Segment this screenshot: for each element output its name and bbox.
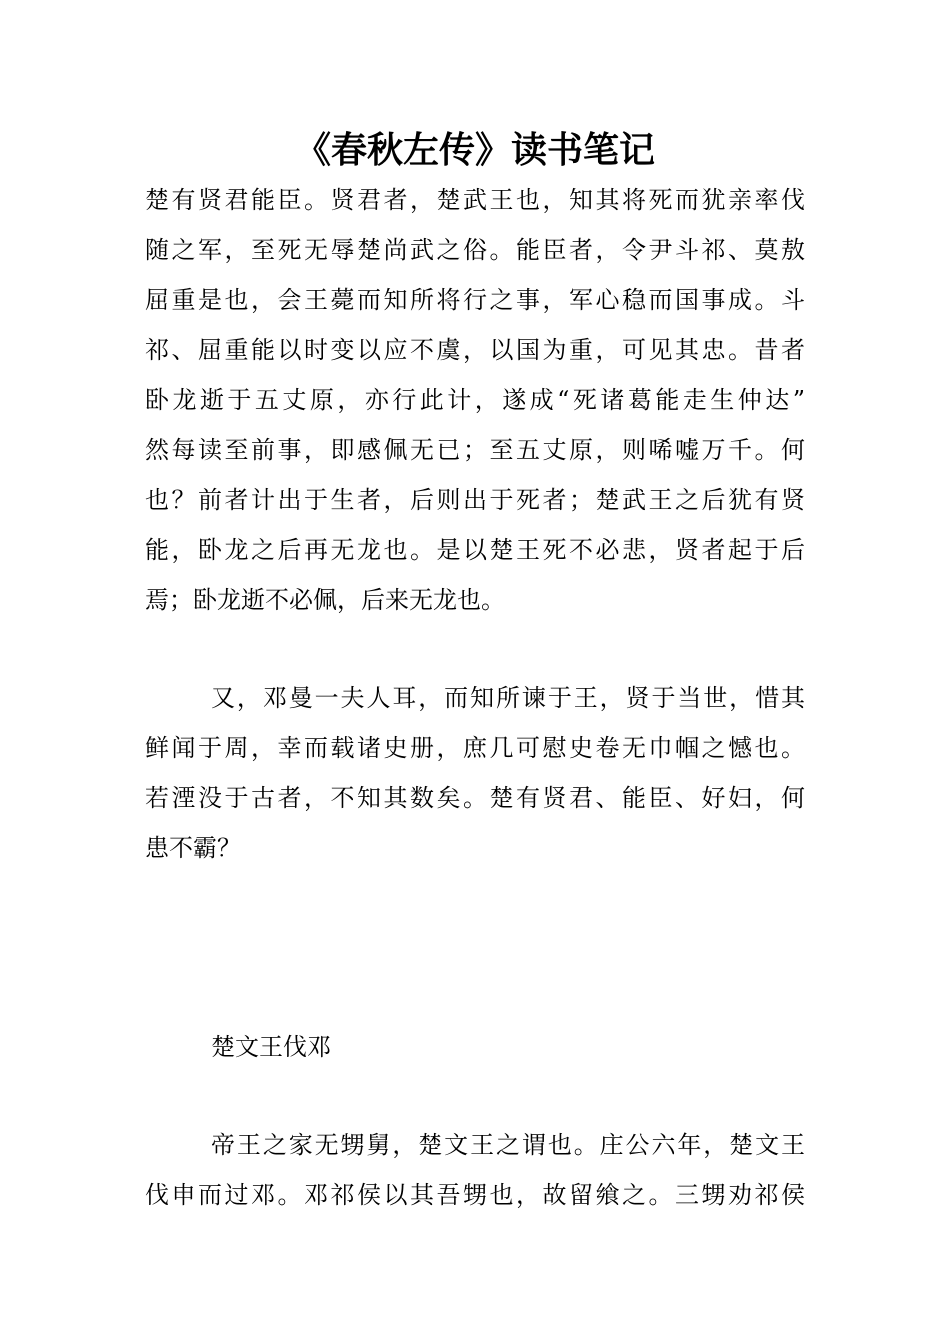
text-line: 伐申而过邓。邓祁侯以其吾甥也，故留飨之。三甥劝祁侯 — [145, 1181, 805, 1209]
document-title: 《春秋左传》读书笔记 — [294, 130, 655, 171]
text-line: 能，卧龙之后再无龙也。是以楚王死不必悲，贤者起于后 — [145, 536, 805, 564]
text-line: 又，邓曼一夫人耳，而知所谏于王，贤于当世，惜其 — [211, 684, 805, 712]
text-line: 随之军，至死无辱楚尚武之俗。能臣者，令尹斗祁、莫敖 — [145, 236, 805, 264]
text-line: 焉；卧龙逝不必佩，后来无龙也。 — [145, 586, 505, 614]
text-line: 卧龙逝于五丈原，亦行此计，遂成“死诸葛能走生仲达” — [145, 386, 805, 414]
text-line: 帝王之家无甥舅，楚文王之谓也。庄公六年，楚文王 — [211, 1131, 805, 1159]
text-line: 若湮没于古者，不知其数矣。楚有贤君、能臣、好妇，何 — [145, 784, 805, 812]
text-line: 楚有贤君能臣。贤君者，楚武王也，知其将死而犹亲率伐 — [145, 186, 805, 214]
section-heading: 楚文王伐邓 — [211, 1033, 331, 1061]
text-line: 患不霸？ — [145, 834, 241, 862]
text-line: 也？前者计出于生者，后则出于死者；楚武王之后犹有贤 — [145, 486, 805, 514]
text-line: 然每读至前事，即感佩无已；至五丈原，则唏嘘万千。何 — [145, 436, 805, 464]
text-line: 祁、屈重能以时变以应不虞，以国为重，可见其忠。昔者 — [145, 336, 805, 364]
text-line: 鲜闻于周，幸而载诸史册，庶几可慰史卷无巾帼之憾也。 — [145, 734, 805, 762]
text-line: 屈重是也，会王薨而知所将行之事，军心稳而国事成。斗 — [145, 286, 805, 314]
